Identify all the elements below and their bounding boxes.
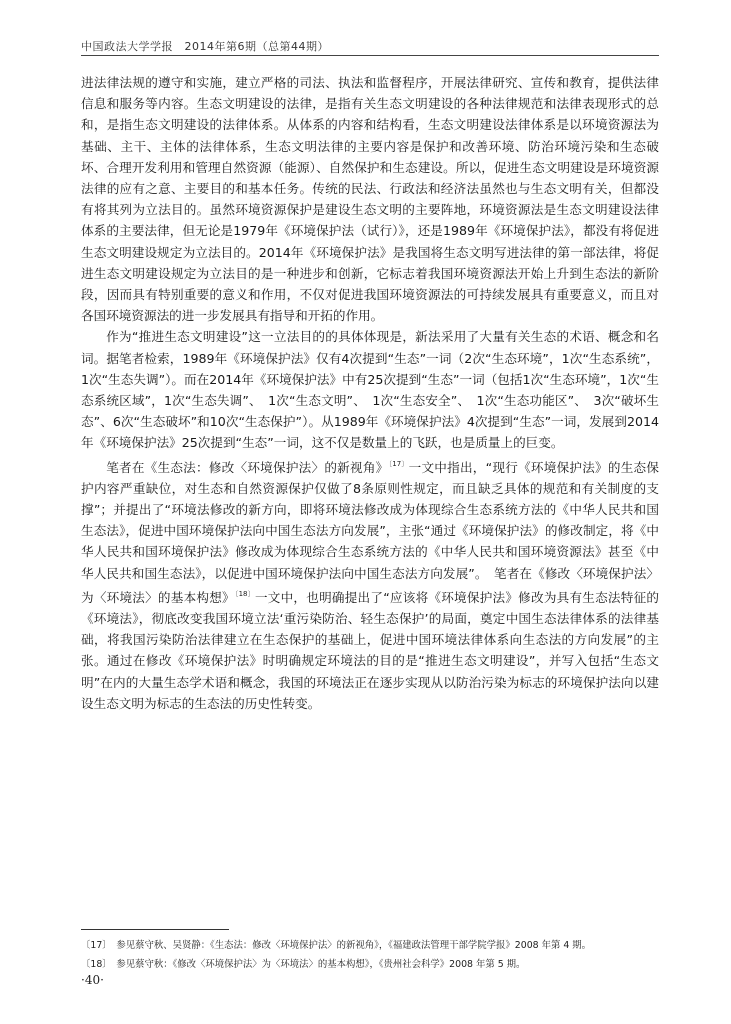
- paragraph-3-part-c: 一文中，也明确提出了“应该将《环境保护法》修改为具有生态法特征的《环境法》，彻底改变我国环境立法‘重污染防治、轻生态保护’的局面，奠定中国生态法律体系的法律基础，将我国污染防治法律建立在生态保护的基础上，促进中国环境法律体系向生态法的方向发展”的主张。通过在修改《环境保护法》时明确规定环境法的目的是“推进生态文明建设”，并写入包括“生态文明”在内的大量生态学术语和概念，我国的环境法正在逐步实现从以防治污染为标志的环境保护法向以建设生态文明为标志的生态法的历史性转变。: [81, 589, 659, 711]
- paragraph-1: 进法律法规的遵守和实施，建立严格的司法、执法和监督程序，开展法律研究、宣传和教育，提供法律信息和服务等内容。生态文明建设的法律，是指有关生态文明建设的各种法律规范和法律表现形式的总和，是指生态文明建设的法律体系。从体系的内容和结构看，生态文明建设法律体系是以环境资源法为基础、主干、主体的法律体系，生态文明法律的主要内容是保护和改善环境、防治环境污染和生态破坏、合理开发利用和管理自然资源（能源）、自然保护和生态建设。所以，促进生态文明建设是环境资源法律的应有之意、主要目的和基本任务。传统的民法、行政法和经济法虽然也与生态文明有关，但都没有将其列为立法目的。虽然环境资源保护是建设生态文明的主要阵地，环境资源法是生态文明建设法律体系的主要法律，但无论是1979年《环境保护法（试行）》，还是1989年《环境保护法》，都没有将促进生态文明建设规定为立法目的。2014年《环境保护法》是我国将生态文明写进法律的第一部法律，将促进生态文明建设规定为立法目的是一种进步和创新，它标志着我国环境资源法开始上升到生态法的新阶段，因而具有特别重要的意义和作用，不仅对促进我国环境资源法的可持续发展具有重要意义，而且对各国环境资源法的进一步发展具有指导和开拓的作用。: [81, 75, 659, 324]
- footnotes: [81, 936, 681, 974]
- footnote-18: 〔18〕 参见蔡守秋：《修改〈环境保护法〉为〈环境法〉的基本构想》，《贵州社会科学》2008 年第 5 期。: [81, 959, 526, 970]
- article-body: [81, 72, 659, 714]
- paragraph-3-part-a: 笔者在《生态法：修改〈环境保护法〉的新视角》: [106, 459, 389, 475]
- paragraph-3: [81, 454, 659, 714]
- running-header: 中国政法大学学报 2014年第6期（总第44期）: [81, 40, 329, 53]
- footnote-ref-17[interactable]: 〔17〕: [388, 459, 409, 468]
- paragraph-2: 作为“推进生态文明建设”这一立法目的的具体体现是，新法采用了大量有关生态的术语、概念和名词。据笔者检索，1989年《环境保护法》仅有4次提到“生态”一词（2次“生态环境”，1次“生态系统”，1次“生态失调”）。而在2014年《环境保护法》中有25次提到“生态”一词（包括1次“生态环境”，1次“生态系统区域”，1次“生态失调”、 1次“生态文明”、 1次“生态安全”、 1次“生态功能区”、 3次“破坏生态”、6次“生态破坏”和10次“生态保护”）。从1989年《环境保护法》4次提到“生态”一词，发展到2014年《环境保护法》25次提到“生态”一词，这不仅是数量上的飞跃，也是质量上的巨变。: [81, 329, 659, 451]
- footnote-ref-18[interactable]: 〔18〕: [234, 589, 255, 598]
- header-rule: [81, 55, 659, 56]
- footnote-17: 〔17〕 参见蔡守秋、吴贤静：《生态法：修改〈环境保护法〉的新视角》，《福建政法管理干部学院学报》2008 年第 4 期。: [81, 940, 592, 951]
- footnote-rule: [81, 929, 229, 930]
- page-number: ·40·: [81, 973, 104, 987]
- paragraph-3-part-b: 一文中指出，“现行《环境保护法》的生态保护内容严重缺位，对生态和自然资源保护仅做了8条原则性规定，而且缺乏具体的规范和有关制度的支撑”；并提出了“环境法修改的新方向，即将环境法修改成为体现综合生态系统方法的《中华人民共和国生态法》，促进中国环境保护法向中国生态法方向发展”，主张“通过《环境保护法》的修改制定，将《中华人民共和国环境保护法》修改成为体现综合生态系统方法的《中华人民共和国环境资源法》甚至《中华人民共和国生态法》，以促进中国环境保护法向中国生态法方向发展”。 笔者在《修改〈环境保护法〉为〈环境法〉的基本构想》: [81, 459, 659, 605]
